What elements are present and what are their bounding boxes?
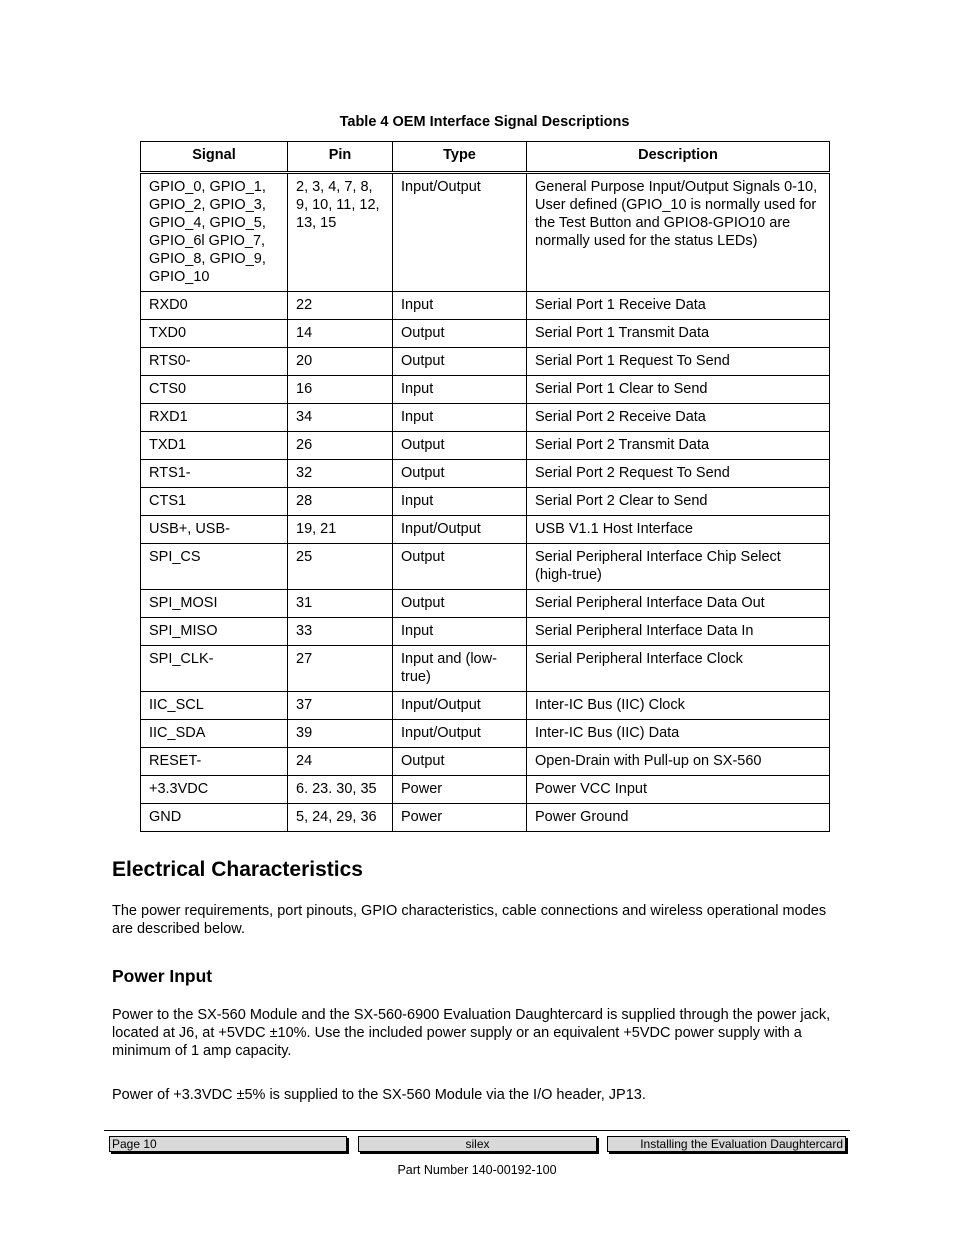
table-row: [141, 460, 830, 488]
cell-description: Serial Port 1 Request To Send: [527, 348, 830, 376]
cell-pin: 22: [288, 292, 393, 320]
cell-signal: SPI_MISO: [141, 618, 288, 646]
table-row: [141, 488, 830, 516]
header-description: Description: [527, 142, 830, 173]
cell-pin: 14: [288, 320, 393, 348]
table-row: [141, 804, 830, 832]
cell-description: Open-Drain with Pull-up on SX-560: [527, 748, 830, 776]
cell-description: Serial Port 2 Receive Data: [527, 404, 830, 432]
cell-type: Input/Output: [393, 516, 527, 544]
table-row: [141, 720, 830, 748]
table-caption: Table 4 OEM Interface Signal Descriptions: [339, 114, 630, 130]
table-header-row: [141, 142, 830, 173]
power-paragraph-2: Power of +3.3VDC ±5% is supplied to the SX-560 Module via the I/O header, JP13.: [112, 1087, 646, 1103]
cell-signal: USB+, USB-: [141, 516, 288, 544]
cell-pin: 24: [288, 748, 393, 776]
cell-signal: IIC_SCL: [141, 692, 288, 720]
table-row: [141, 748, 830, 776]
cell-description: General Purpose Input/Output Signals 0-10, User defined (GPIO_10 is normally used for the Test Button and GPIO8-GPIO10 are normally used for the status LEDs): [527, 173, 830, 292]
cell-description: Power VCC Input: [527, 776, 830, 804]
cell-type: Output: [393, 460, 527, 488]
section-intro: The power requirements, port pinouts, GPIO characteristics, cable connections and wireless operational modes are described below.: [112, 903, 827, 937]
cell-signal: TXD1: [141, 432, 288, 460]
cell-pin: 26: [288, 432, 393, 460]
cell-signal: GND: [141, 804, 288, 832]
table-row: [141, 404, 830, 432]
cell-pin: 16: [288, 376, 393, 404]
table-row: [141, 692, 830, 720]
cell-description: Power Ground: [527, 804, 830, 832]
header-pin: Pin: [288, 142, 393, 173]
cell-type: Power: [393, 804, 527, 832]
cell-type: Power: [393, 776, 527, 804]
cell-signal: SPI_MOSI: [141, 590, 288, 618]
cell-pin: 25: [288, 544, 393, 590]
table-row: [141, 348, 830, 376]
cell-description: Serial Peripheral Interface Data Out: [527, 590, 830, 618]
cell-type: Output: [393, 432, 527, 460]
table-row: [141, 320, 830, 348]
cell-description: Serial Peripheral Interface Clock: [527, 646, 830, 692]
cell-pin: 6. 23. 30, 35: [288, 776, 393, 804]
footer-chapter: Installing the Evaluation Daughtercard: [607, 1136, 846, 1152]
cell-type: Output: [393, 544, 527, 590]
cell-signal: RXD0: [141, 292, 288, 320]
cell-type: Input: [393, 376, 527, 404]
cell-pin: 27: [288, 646, 393, 692]
cell-description: Serial Port 2 Request To Send: [527, 460, 830, 488]
power-paragraph-1: Power to the SX-560 Module and the SX-560-6900 Evaluation Daughtercard is supplied through the power jack, located at J6, at +5VDC ±10%. Use the included power supply or an equivalent +5VDC power supply with a minimum of 1 amp capacity.: [112, 1007, 831, 1059]
cell-signal: TXD0: [141, 320, 288, 348]
cell-pin: 39: [288, 720, 393, 748]
cell-signal: +3.3VDC: [141, 776, 288, 804]
cell-type: Input/Output: [393, 692, 527, 720]
footer-part-number: Part Number 140-00192-100: [397, 1163, 557, 1177]
cell-pin: 19, 21: [288, 516, 393, 544]
cell-description: Inter-IC Bus (IIC) Data: [527, 720, 830, 748]
cell-signal: CTS1: [141, 488, 288, 516]
footer-company: silex: [358, 1136, 597, 1152]
table-row: [141, 376, 830, 404]
cell-type: Input: [393, 292, 527, 320]
cell-pin: 34: [288, 404, 393, 432]
cell-signal: SPI_CLK-: [141, 646, 288, 692]
cell-pin: 33: [288, 618, 393, 646]
cell-signal: RTS1-: [141, 460, 288, 488]
cell-pin: 20: [288, 348, 393, 376]
cell-signal: RESET-: [141, 748, 288, 776]
cell-description: Serial Port 2 Transmit Data: [527, 432, 830, 460]
table-row: [141, 590, 830, 618]
cell-type: Input: [393, 488, 527, 516]
cell-description: Serial Peripheral Interface Chip Select (high-true): [527, 544, 830, 590]
cell-type: Input/Output: [393, 720, 527, 748]
signal-table: [140, 141, 830, 832]
cell-description: Serial Port 1 Clear to Send: [527, 376, 830, 404]
cell-signal: GPIO_0, GPIO_1, GPIO_2, GPIO_3, GPIO_4, GPIO_5, GPIO_6l GPIO_7, GPIO_8, GPIO_9, GPIO_10: [141, 173, 288, 292]
cell-signal: CTS0: [141, 376, 288, 404]
header-type: Type: [393, 142, 527, 173]
table-row: [141, 544, 830, 590]
table-row: [141, 776, 830, 804]
header-signal: Signal: [141, 142, 288, 173]
cell-description: Serial Port 1 Transmit Data: [527, 320, 830, 348]
subsection-title: Power Input: [112, 966, 213, 986]
cell-description: USB V1.1 Host Interface: [527, 516, 830, 544]
cell-description: Serial Peripheral Interface Data In: [527, 618, 830, 646]
table-row: [141, 618, 830, 646]
cell-pin: 37: [288, 692, 393, 720]
section-title: Electrical Characteristics: [112, 858, 363, 881]
cell-type: Output: [393, 748, 527, 776]
table-row: [141, 432, 830, 460]
cell-signal: SPI_CS: [141, 544, 288, 590]
table-row: [141, 516, 830, 544]
cell-type: Output: [393, 320, 527, 348]
footer-page: Page 10: [109, 1136, 347, 1152]
cell-signal: IIC_SDA: [141, 720, 288, 748]
cell-type: Input: [393, 404, 527, 432]
footer-rule: [104, 1130, 850, 1131]
cell-description: Serial Port 1 Receive Data: [527, 292, 830, 320]
table-row: [141, 646, 830, 692]
table-row: [141, 173, 830, 292]
cell-description: Inter-IC Bus (IIC) Clock: [527, 692, 830, 720]
cell-pin: 28: [288, 488, 393, 516]
cell-type: Input/Output: [393, 173, 527, 292]
cell-pin: 31: [288, 590, 393, 618]
cell-signal: RXD1: [141, 404, 288, 432]
cell-type: Output: [393, 590, 527, 618]
cell-pin: 5, 24, 29, 36: [288, 804, 393, 832]
cell-type: Input and (low-true): [393, 646, 527, 692]
cell-type: Input: [393, 618, 527, 646]
cell-pin: 2, 3, 4, 7, 8, 9, 10, 11, 12, 13, 15: [288, 173, 393, 292]
cell-type: Output: [393, 348, 527, 376]
table-row: [141, 292, 830, 320]
cell-signal: RTS0-: [141, 348, 288, 376]
cell-description: Serial Port 2 Clear to Send: [527, 488, 830, 516]
cell-pin: 32: [288, 460, 393, 488]
